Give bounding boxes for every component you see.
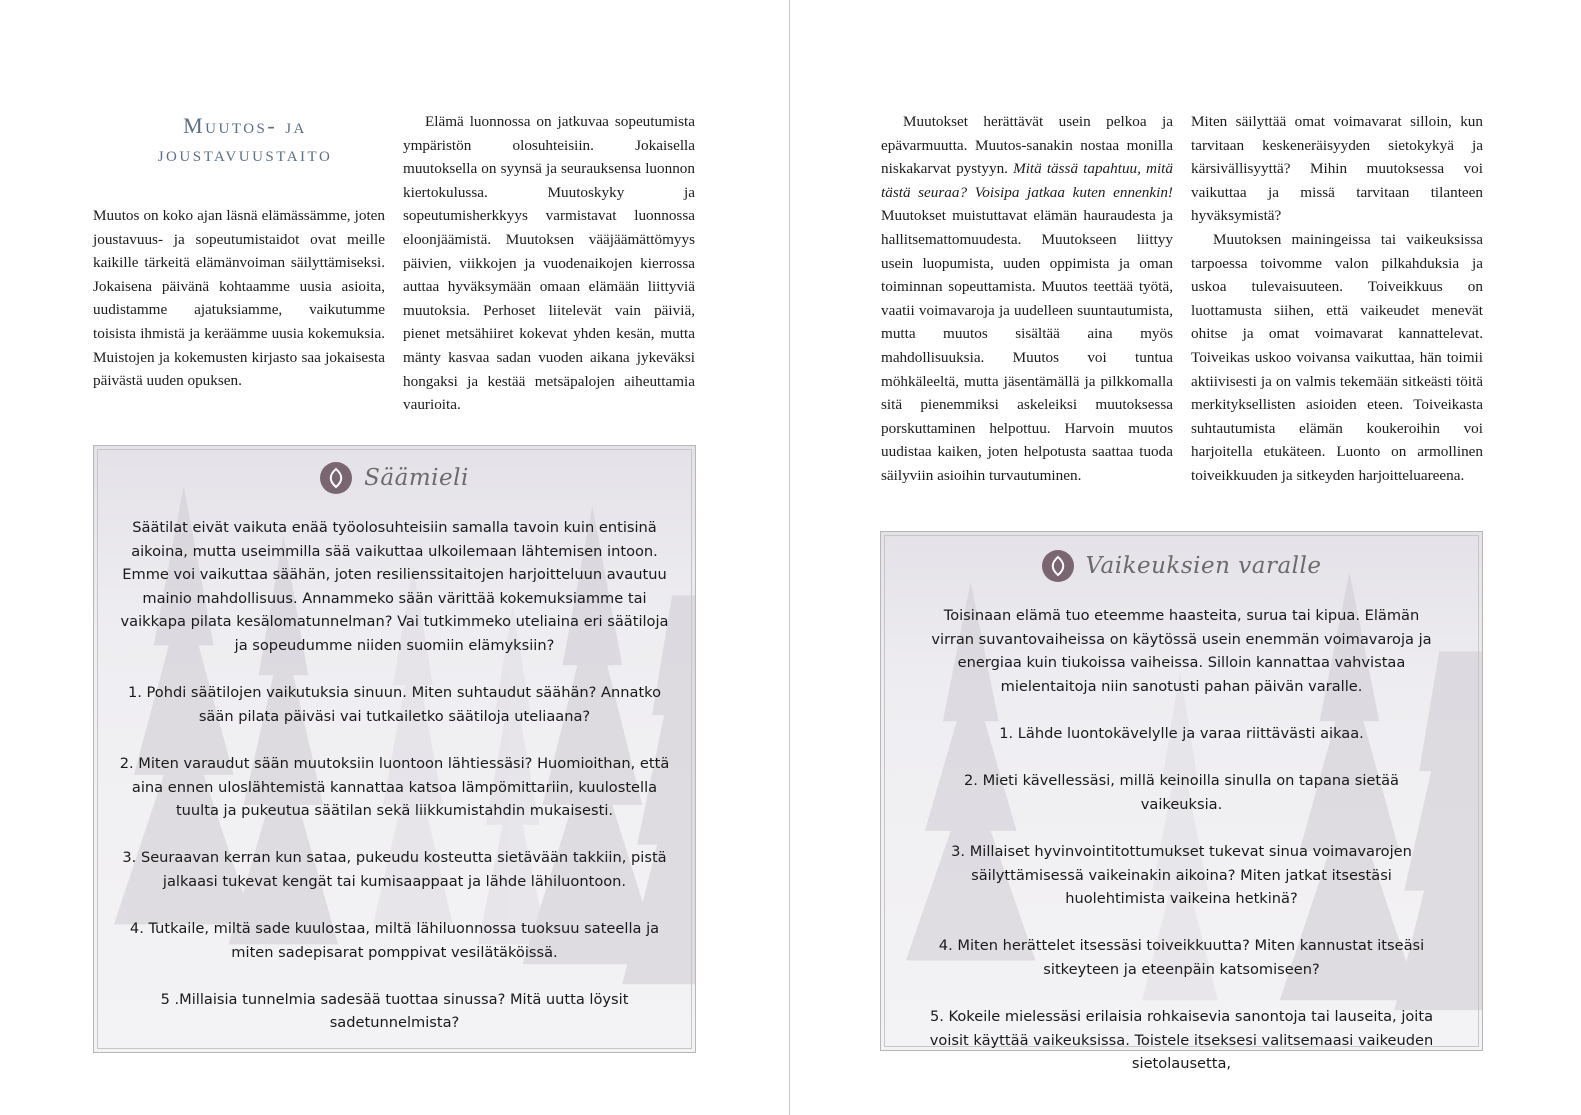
saamieli-item: 3. Seuraavan kerran kun sataa, pukeudu kosteutta sietävään takkiin, pistä jalkaasi tukevat kengät tai kumisaappaat ja lähde lähiluontoon. <box>122 849 667 890</box>
vaikeuksien-title: Vaikeuksien varalle <box>1085 553 1322 579</box>
left-column-2 <box>403 110 695 417</box>
leaf-icon <box>1042 550 1074 582</box>
right-col2-paragraph-2: Muutoksen mainingeissa tai vaikeuksissa tarpoessa toivomme valon pilkahduksia ja uskoa tulevaisuuteen. Toiveikkuus on luottamusta siihen, että vaikeudet menevät ohitse ja omat voimavarat kannattelevat. Toiveikas uskoo voivansa vaikuttaa, hän toimii aktiivisesti ja on valmis tekemään sitkeästi töitä merkityksellisten asioiden eteen. Toiveikasta suhtautumista elämän koukeroihin voi harjoitella etukäteen. Luonto on armollinen toiveikkuuden ja sitkeyden harjoitteluareena. <box>1191 230 1483 484</box>
leaf-icon <box>320 462 352 494</box>
page-gutter <box>789 0 790 1115</box>
right-col1-text-a: Muutokset herättävät usein pelkoa ja epävarmuutta. Muutos-sanakin nostaa monilla niskakarvat pystyyn. <box>881 113 1173 178</box>
saamieli-item: 4. Tutkaile, miltä sade kuulostaa, miltä lähiluonnossa tuoksuu sateella ja miten sadepisarat pomppivat vesilätäköissä. <box>129 920 660 961</box>
right-col1-italic: Mitä tässä tapahtuu, mitä tästä seuraa? Voisipa jatkaa kuten ennenkin! <box>881 160 1173 201</box>
vaikeuksien-item: 2. Mieti kävellessäsi, millä keinoilla sinulla on tapana sietää vaikeuksia. <box>964 772 1399 813</box>
right-column-1 <box>881 110 1173 488</box>
right-col2-paragraph-1: Miten säilyttää omat voimavarat silloin, kun tarvitaan keskeneräisyyden sietokykyä ja kärsivällisyyttä? Mihin muutoksessa voi vaikuttaa ja missä tarvitaan tilanteen hyväksymistä? <box>1191 113 1483 225</box>
left-column-1 <box>93 204 385 393</box>
right-page <box>791 0 1581 1115</box>
vaikeuksien-item: 3. Millaiset hyvinvointitottumukset tukevat sinua voimavarojen säilyttämisessä vaikeinakin aikoina? Miten jatkat itsestäsi huolehtimista vaikeina hetkinä? <box>951 842 1412 908</box>
saamieli-intro: Säätilat eivät vaikuta enää työolosuhteisiin samalla tavoin kuin entisinä aikoina, mutta useimmilla sää vaikuttaa ulkoilemaan lähtemisen intoon. Emme voi vaikuttaa säähän, joten resilienssitaitojen harjoitteluun avautuu mainio mahdollisuus. Annammeko sään värittää kokemuksiamme tai vaikkapa pilata kesälomatunnelman? Vai tutkimmeko uteliaina eri säätiloja ja sopeudumme niiden suomiin elämyksiin? <box>120 519 669 654</box>
saamieli-item: 1. Pohdi säätilojen vaikutuksia sinuun. Miten suhtaudut säähän? Annatko sään pilata päiväsi vai tutkailetko säätiloja uteliaana? <box>127 684 662 725</box>
vaikeuksien-intro: Toisinaan elämä tuo eteemme haasteita, surua tai kipua. Elämän virran suvantovaiheissa on käytössä usein enemmän voimavaroja ja energiaa kuin tiukoissa vaiheissa. Silloin kannattaa vahvistaa mielentaitoja niin sanotusti pahan päivän varalle. <box>931 607 1432 695</box>
vaikeuksien-item: 1. Lähde luontokävelylle ja varaa riittävästi aikaa. <box>999 724 1364 742</box>
section-title: Muutos- ja joustavuustaito <box>157 113 333 166</box>
saamieli-body <box>114 516 675 1059</box>
saamieli-item: 2. Miten varaudut sään muutoksiin luontoon lähtiessäsi? Huomioithan, että aina ennen uloslähtemistä kannattaa katsoa lämpömittariin, kuulostella tuulta ja pukeutua säätilan sekä liikkumistahdin mukaisesti. <box>119 754 670 820</box>
left-col2-paragraph: Elämä luonnossa on jatkuvaa sopeutumista ympäristön olosuhteisiin. Jokaisella muutoksella on syynsä ja seurauksensa luonnon kiertokulussa. Muutoskyky ja sopeutumisherkkyys varmistavat luonnossa eloonjäämistä. Muutoksen vääjäämättömyys päivien, viikkojen ja vuodenaikojen kierrossa auttaa hyväksymään omaan elämään liittyviä muutoksia. Perhoset liitelevät vain päiviä, pienet metsähiiret kokevat yhden kesän, mutta mänty kasvaa sadan vuoden aikana jykeväksi hongaksi ja kestää metsäpalojen aiheuttamia vaurioita. <box>403 113 695 414</box>
vaikeuksien-body <box>921 604 1442 1099</box>
vaikeuksien-item: 4. Miten herättelet itsessäsi toiveikkuutta? Miten kannustat itseäsi sitkeyteen ja eteenpäin katsomiseen? <box>938 937 1425 978</box>
right-col1-paragraph <box>881 110 1173 488</box>
right-col1-text-b: Muutokset muistuttavat elämän hauraudesta ja hallitsemattomuudesta. Muutokseen liittyy usein luopumista, uuden oppimista ja oman toiminnan sopeuttamista. Muutos teettää työtä, vaatii voimavaroja ja uudelleen suuntautumista, mutta muutos sisältää aina myös mahdollisuuksia. Muutos voi tuntua möhkäleeltä, mutta jäsentämällä ja pilkkomalla sitä pienemmiksi askeleiksi muutoksessa porskuttaminen helpottuu. Harvoin muutos uudistaa kaiken, joten helpotusta saattaa tuoda säilyviin asioihin turvautuminen. <box>881 207 1173 484</box>
saamieli-title: Säämieli <box>364 465 469 491</box>
saamieli-header <box>94 462 695 494</box>
right-column-2 <box>1191 110 1483 488</box>
saamieli-box <box>93 445 696 1053</box>
saamieli-item: 5 .Millaisia tunnelmia sadesää tuottaa sinussa? Mitä uutta löysit sadetunnelmista? <box>160 990 629 1032</box>
left-page <box>0 0 790 1115</box>
vaikeuksien-header <box>881 550 1482 582</box>
left-col1-paragraph: Muutos on koko ajan läsnä elämässämme, joten joustavuus- ja sopeutumistaidot ovat meille kaikille tärkeitä elämänvoiman säilyttämiseksi. Jokaisena päivänä kohtaamme uusia asioita, uudistamme ajatuksiamme, vaikutumme toisista ihmistä ja keräämme uusia kokemuksia. Muistojen ja kokemusten kirjasto saa jokaisesta päivästä uuden opuksen. <box>93 207 385 390</box>
vaikeuksien-item: 5. Kokeile mielessäsi erilaisia rohkaisevia sanontoja tai lauseita, joita voisit käyttää vaikeuksissa. Toistele itseksesi valitsemaasi vaikeuden sietolausetta, <box>929 1008 1434 1073</box>
vaikeuksien-varalle-box <box>880 531 1483 1073</box>
